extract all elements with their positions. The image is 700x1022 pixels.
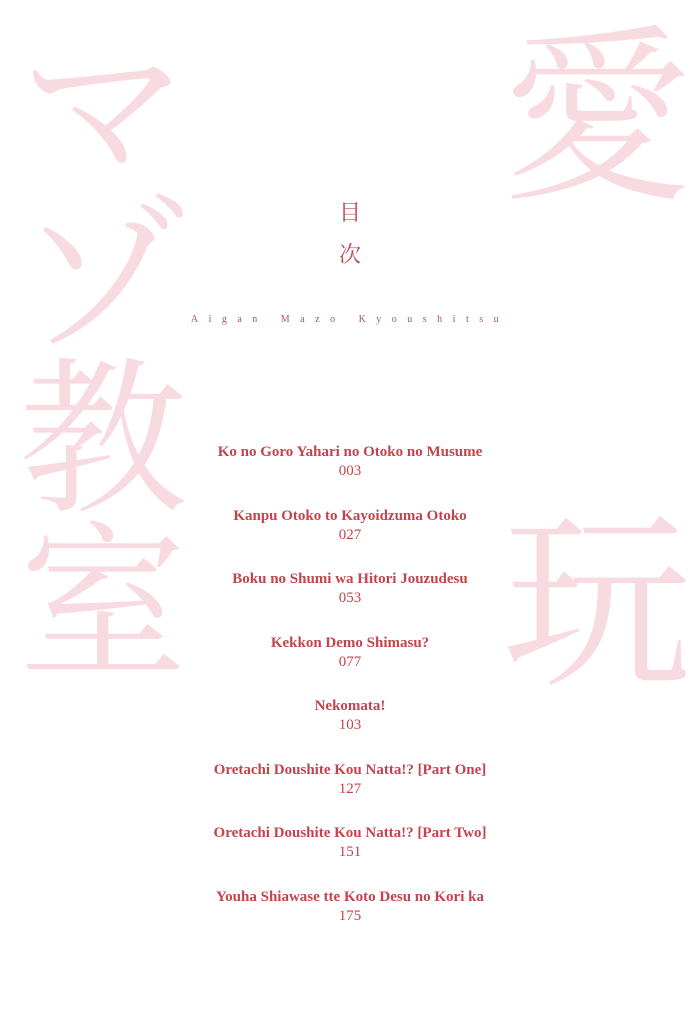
toc-entry — [0, 568, 700, 632]
background-glyph-shitsu: 室 — [19, 506, 187, 702]
background-glyph-zo: ゾ — [19, 178, 187, 374]
background-glyph-kyou: 教 — [19, 342, 187, 538]
chapter-page-number: 127 — [338, 780, 362, 797]
chapter-title: Kanpu Otoko to Kayoidzuma Otoko — [233, 507, 467, 524]
toc-entry — [0, 695, 700, 759]
background-glyph-gan: 玩 — [502, 494, 693, 715]
chapter-title: Youha Shiawase tte Koto Desu no Kori ka — [216, 888, 484, 905]
toc-entry — [0, 822, 700, 886]
toc-entry — [0, 886, 700, 950]
chapter-title: Oretachi Doushite Kou Natta!? [Part One] — [213, 761, 487, 778]
chapter-title: Oretachi Doushite Kou Natta!? [Part Two] — [213, 825, 487, 841]
chapter-page-number: 175 — [338, 907, 362, 924]
toc-heading-line1: 目 — [338, 201, 361, 226]
chapter-page-number: 151 — [338, 844, 362, 860]
chapter-page-number: 103 — [338, 717, 362, 733]
toc-entry — [0, 632, 700, 696]
toc-entry — [0, 441, 700, 505]
toc-entry — [0, 759, 700, 823]
chapter-title: Boku no Shumi wa Hitori Jouzudesu — [232, 571, 468, 587]
table-of-contents — [0, 441, 700, 949]
chapter-title: Nekomata! — [314, 698, 386, 714]
toc-heading-line2: 次 — [338, 243, 361, 268]
chapter-page-number: 053 — [338, 590, 362, 606]
background-glyph-ai: 愛 — [502, 8, 693, 229]
series-title: Aigan Mazo Kyoushitsu — [190, 314, 510, 325]
chapter-page-number: 003 — [338, 463, 362, 479]
chapter-page-number: 077 — [338, 653, 362, 670]
chapter-title: Kekkon Demo Shimasu? — [270, 634, 430, 651]
background-glyph-ma: マ — [19, 14, 187, 210]
toc-entry — [0, 505, 700, 569]
chapter-page-number: 027 — [338, 526, 362, 543]
chapter-title: Ko no Goro Yahari no Otoko no Musume — [217, 444, 483, 460]
